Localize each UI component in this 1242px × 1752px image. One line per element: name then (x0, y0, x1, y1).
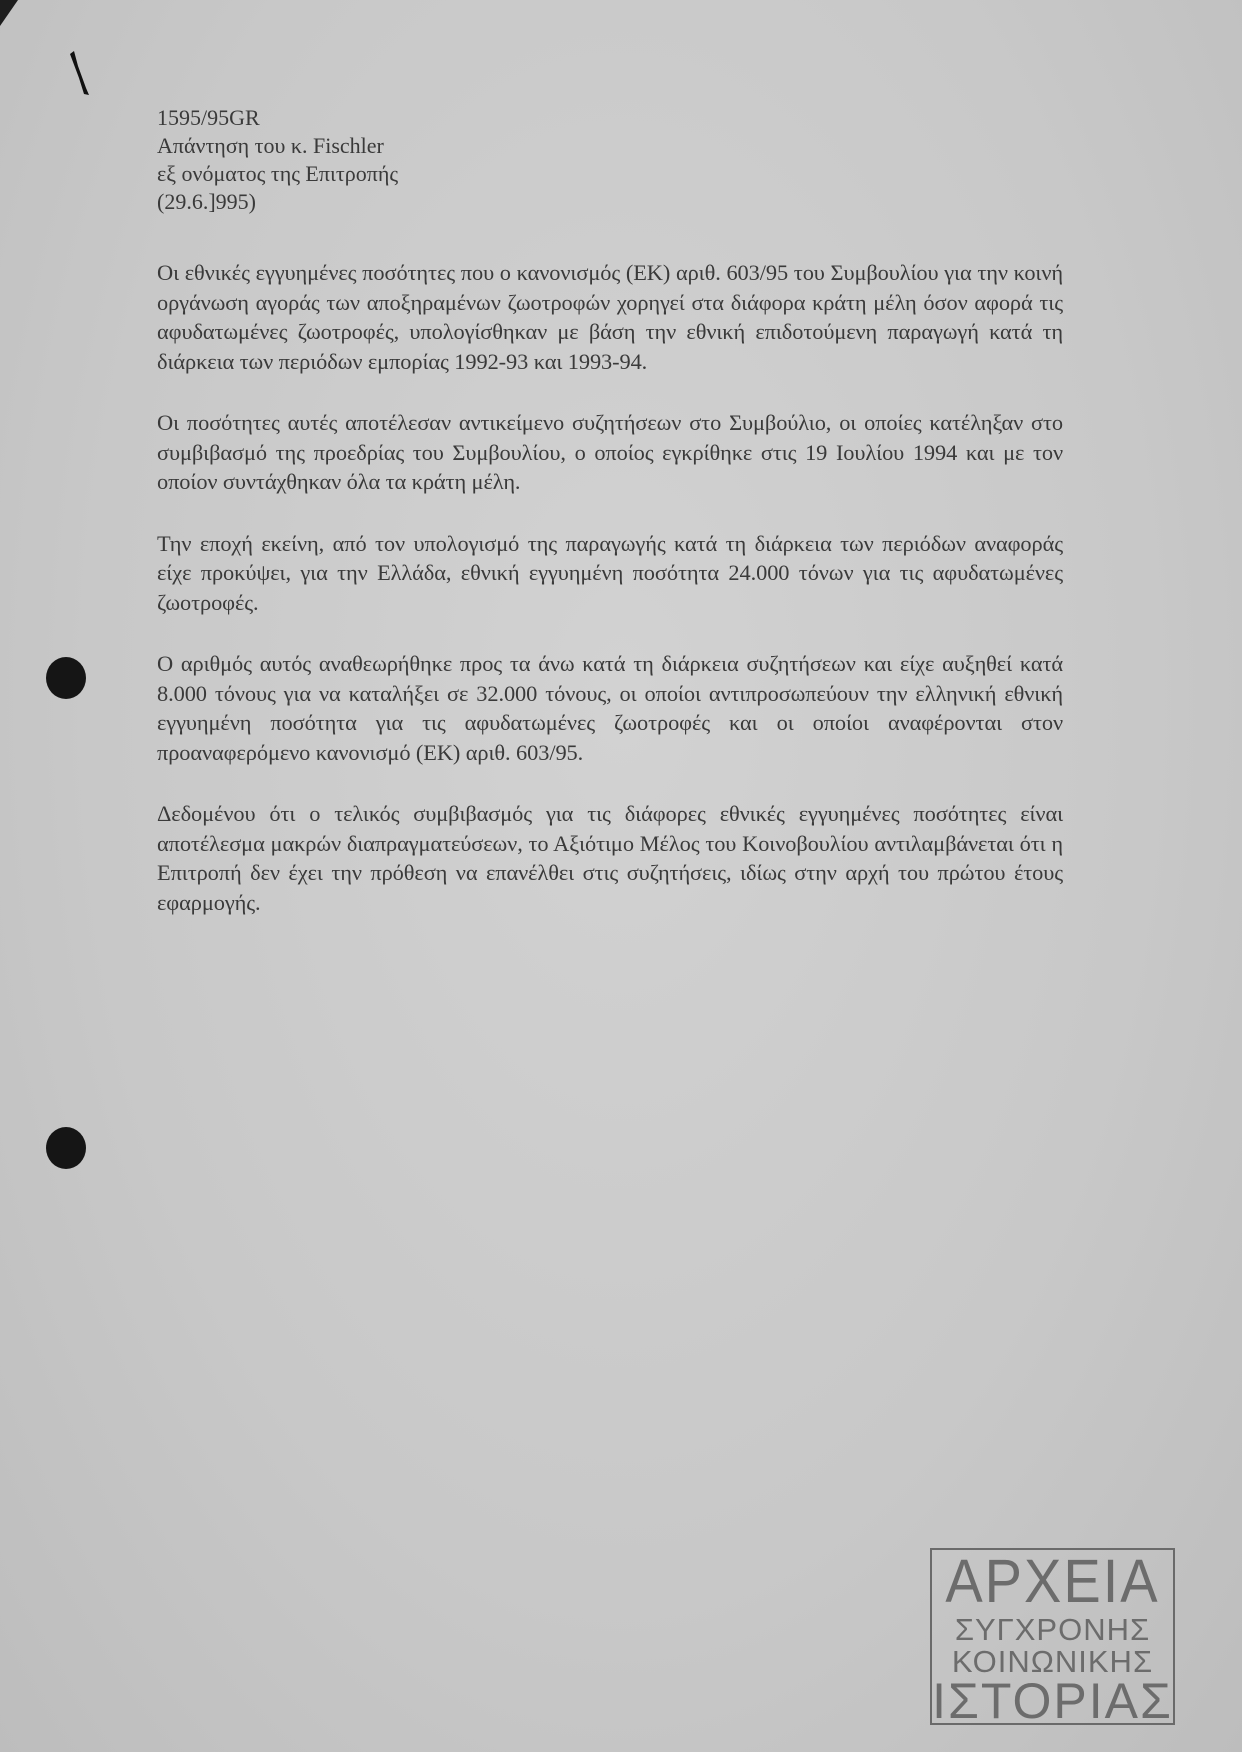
answer-date: (29.6.]995) (157, 189, 256, 214)
paragraph: Οι εθνικές εγγυημένες ποσότητες που ο κανονισμός (ΕΚ) αριθ. 603/95 του Συμβουλίου για την κοινή οργάνωση αγοράς των αποξηραμένων ζωοτροφών χορηγεί στα διάφορα κράτη μέλη όσον αφορά τις αφυδατωμένες ζωοτροφές, υπολογίσθηκαν με βάση την εθνική επιδοτούμενη παραγωγή κατά τη διάρκεια των περιόδων εμπορίας 1992-93 και 1993-94. (157, 260, 1063, 374)
paragraph: Δεδομένου ότι ο τελικός συμβιβασμός για τις διάφορες εθνικές εγγυημένες ποσότητες είναι αποτέλεσμα μακρών διαπραγματεύσεων, το Αξιότιμο Μέλος του Κοινοβουλίου αντιλαμβάνεται ότι η Επιτροπή δεν έχει την πρόθεση να επανέλθει στις συζητήσεις, ιδίως στην αρχή του πρώτου έτους εφαρμογής. (157, 801, 1063, 915)
punch-hole-icon (46, 1127, 86, 1169)
handwritten-tick-icon (66, 48, 92, 98)
archive-stamp (930, 1545, 1175, 1729)
stamp-line: ΚΟΙΝΩΝΙΚΗΣ (951, 1644, 1154, 1679)
on-behalf-of: εξ ονόματος της Επιτροπής (157, 161, 399, 186)
paragraph: Ο αριθμός αυτός αναθεωρήθηκε προς τα άνω κατά τη διάρκεια συζητήσεων και είχε αυξηθεί κατά 8.000 τόνους για να καταλήξει σε 32.000 τόνους, οι οποίοι αντιπροσωπεύουν την ελληνική εθνική εγγυημένη ποσότητα για τις αφυδατωμένες ζωοτροφές και οι οποίοι αναφέρονται στον προαναφερόμενο κανονισμό (ΕΚ) αριθ. 603/95. (157, 651, 1063, 765)
letter-header (157, 104, 398, 216)
punch-hole-icon (46, 657, 86, 699)
answer-by: Απάντηση του κ. Fischler (157, 133, 384, 158)
stamp-line: ΙΣΤΟΡΙΑΣ (932, 1673, 1173, 1729)
reference-number: 1595/95GR (157, 105, 260, 130)
paragraph: Την εποχή εκείνη, από τον υπολογισμό της παραγωγής κατά τη διάρκεια των περιόδων αναφοράς είχε προκύψει, για την Ελλάδα, εθνική εγγυημένη ποσότητα 24.000 τόνων για τις αφυδατωμένες ζωοτροφές. (157, 530, 1063, 615)
stamp-line: ΑΡΧΕΙΑ (945, 1545, 1160, 1616)
letter-body (157, 258, 1063, 949)
page-corner-fold (0, 0, 18, 26)
paragraph: Οι ποσότητες αυτές αποτέλεσαν αντικείμενο συζητήσεων στο Συμβούλιο, οι οποίες κατέληξαν στο συμβιβασμό της προεδρίας του Συμβουλίου, ο οποίος εγκρίθηκε στις 19 Ιουλίου 1994 και με τον οποίον συντάχθηκαν όλα τα κράτη μέλη. (157, 410, 1063, 494)
stamp-line: ΣΥΓΧΡΟΝΗΣ (954, 1612, 1151, 1647)
